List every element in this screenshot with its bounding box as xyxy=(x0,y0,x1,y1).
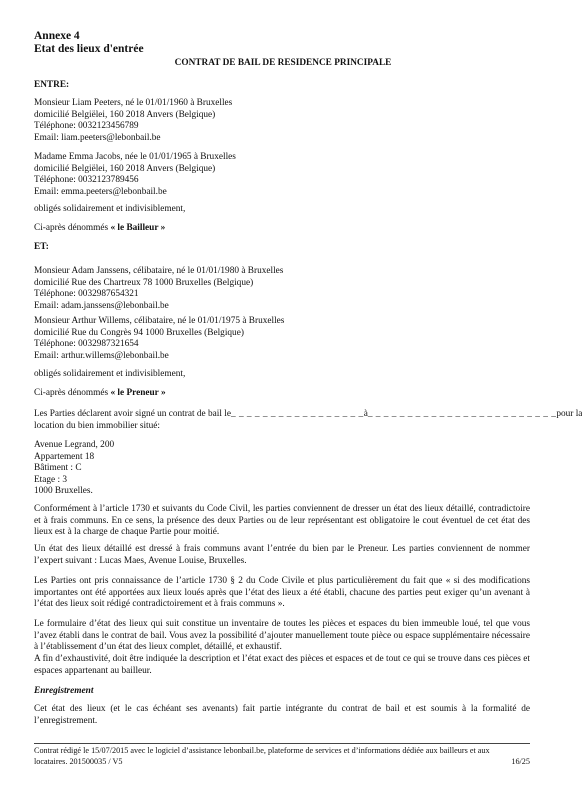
preneur-2-phone: Téléphone: 0032987321654 xyxy=(34,339,139,350)
bailleur-2-name: Madame Emma Jacobs, née le 01/01/1965 à Bruxelles xyxy=(34,152,236,162)
bailleur-1-phone: Téléphone: 0032123456789 xyxy=(34,121,139,132)
preneur-2-address: domicilié Rue du Congrès 94 1000 Bruxelles (Belgique) xyxy=(34,327,244,338)
declaration-paragraph xyxy=(34,409,582,432)
footer-line-2: locataires. 201500035 / V5 xyxy=(34,756,123,766)
ci-apres-prefix-2: Ci-après dénommés xyxy=(34,388,111,398)
preneur-1-address: domicilié Rue des Chartreux 78 1000 Bruxelles (Belgique) xyxy=(34,277,254,288)
paragraph-enregistrement: Cet état des lieux (et le cas échéant ses avenants) fait partie intégrante du contrat de bail et est soumis à la formalité de l’enregistrement. xyxy=(34,704,530,726)
preneur-2-block xyxy=(34,316,530,362)
ci-apres-prefix: Ci-après dénommés xyxy=(34,223,111,233)
preneur-1-name: Monsieur Adam Janssens, célibataire, né le 01/01/1980 à Bruxelles xyxy=(34,266,284,276)
page-number: 16/25 xyxy=(511,756,530,766)
bailleur-1-address: domicilié Belgiëlei, 160 2018 Anvers (Belgique) xyxy=(34,109,216,120)
address-building: Bâtiment : C xyxy=(34,463,82,474)
bailleur-1-block xyxy=(34,98,530,144)
bailleur-2-phone: Téléphone: 0032123789456 xyxy=(34,175,139,186)
address-city: 1000 Bruxelles. xyxy=(34,486,93,497)
paragraph-exhaustivite: A fin d’exhaustivité, doit être indiquée la description et l’état exact des pièces et espaces et de tout ce qui se trouve dans ces pièces et espaces appartenant au bailleur. xyxy=(34,654,530,676)
footer xyxy=(34,746,530,767)
bailleur-1-name: Monsieur Liam Peeters, né le 01/01/1960 à Bruxelles xyxy=(34,98,233,108)
bailleur-2-block xyxy=(34,152,530,198)
address-floor: Etage : 3 xyxy=(34,474,68,485)
paragraph-article-1730: Les Parties ont pris connaissance de l’article 1730 § 2 du Code Civile et plus particulièrement du fait que « si des modifications importantes ont été apportées aux lieux loués après que l’état des lieux a été établi, chacune des parties peut exiger qu’un avenant à l’état des lieux soit rédigé contradictoirement et à frais communs ». xyxy=(34,576,530,610)
preneur-1-phone: Téléphone: 0032987654321 xyxy=(34,289,139,300)
preneur-1-block xyxy=(34,266,530,312)
preneur-2-email: Email: arthur.willems@lebonbail.be xyxy=(34,350,169,361)
paragraph-expert: Un état des lieux détaillé est dressé à frais communs avant l’entrée du bien par le Preneur. Les parties conviennent de nommer l’expert suivant : Lucas Maes, Avenue Louise, Bruxelles. xyxy=(34,544,530,566)
solidaire-text-2: obligés solidairement et indivisiblement, xyxy=(34,369,186,379)
bailleur-1-email: Email: liam.peeters@lebonbail.be xyxy=(34,132,161,143)
et-label: ET: xyxy=(34,242,49,252)
bailleur-2-address: domicilié Belgiëlei, 160 2018 Anvers (Belgique) xyxy=(34,163,216,174)
paragraph-formulaire: Le formulaire d’état des lieux qui suit constitue un inventaire de toutes les pièces et espaces du bien immeuble loué, tel que vous l’avez établi dans le contrat de bail. Vous avez la possibilité d’ajouter manuellement toute pièce ou espace supplémentaire nécessaire à l’établissement d’un état des lieux complet, détaillé, et exhaustif. xyxy=(34,619,530,653)
preneur-2-name: Monsieur Arthur Willems, célibataire, né le 01/01/1975 à Bruxelles xyxy=(34,316,285,326)
enregistrement-heading: Enregistrement xyxy=(34,686,94,696)
blank-date-field: _ _ _ _ _ _ _ _ _ _ _ _ _ _ _ _ _ xyxy=(230,409,364,419)
declaration-text-a: Les Parties déclarent avoir signé un contrat de bail le xyxy=(34,409,231,419)
solidaire-text-1: obligés solidairement et indivisiblement, xyxy=(34,204,186,214)
blank-place-field: _ _ _ _ _ _ _ _ _ _ _ _ _ _ _ _ _ _ _ _ _ _ _ _ xyxy=(367,409,557,419)
property-address xyxy=(34,440,530,498)
declaration-text-d: location du bien immobilier situé: xyxy=(34,420,161,431)
preneur-1-email: Email: adam.janssens@lebonbail.be xyxy=(34,300,169,311)
footer-line-1: Contrat rédigé le 15/07/2015 avec le logiciel d’assistance lebonbail.be, plateforme de services et d’informations dédiée aux bailleurs et aux xyxy=(34,746,490,755)
le-preneur-label: « le Preneur » xyxy=(110,388,166,398)
contract-title: CONTRAT DE BAIL DE RESIDENCE PRINCIPALE xyxy=(174,58,392,68)
declaration-text-b: à xyxy=(363,409,368,419)
ci-apres-preneur xyxy=(34,388,530,400)
bailleur-2-email: Email: emma.peeters@lebonbail.be xyxy=(34,186,167,197)
address-apartment: Appartement 18 xyxy=(34,451,95,462)
address-street: Avenue Legrand, 200 xyxy=(34,440,115,450)
footer-divider xyxy=(34,743,530,744)
etat-des-lieux-heading: Etat des lieux d'entrée xyxy=(34,43,144,55)
annexe-heading: Annexe 4 xyxy=(34,30,80,42)
le-bailleur-label: « le Bailleur » xyxy=(110,223,166,233)
declaration-text-c: pour la xyxy=(556,409,582,419)
ci-apres-bailleur xyxy=(34,223,530,235)
entre-label: ENTRE: xyxy=(34,80,70,90)
paragraph-conformement: Conformément à l’article 1730 et suivants du Code Civil, les parties conviennent de dresser un état des lieux détaillé, contradictoire et à frais communs. En ce sens, la présence des deux Parties ou de leur représentant est obligatoire le cout éventuel de cet état des lieux est à la charge de chaque Partie pour moitié. xyxy=(34,504,530,538)
